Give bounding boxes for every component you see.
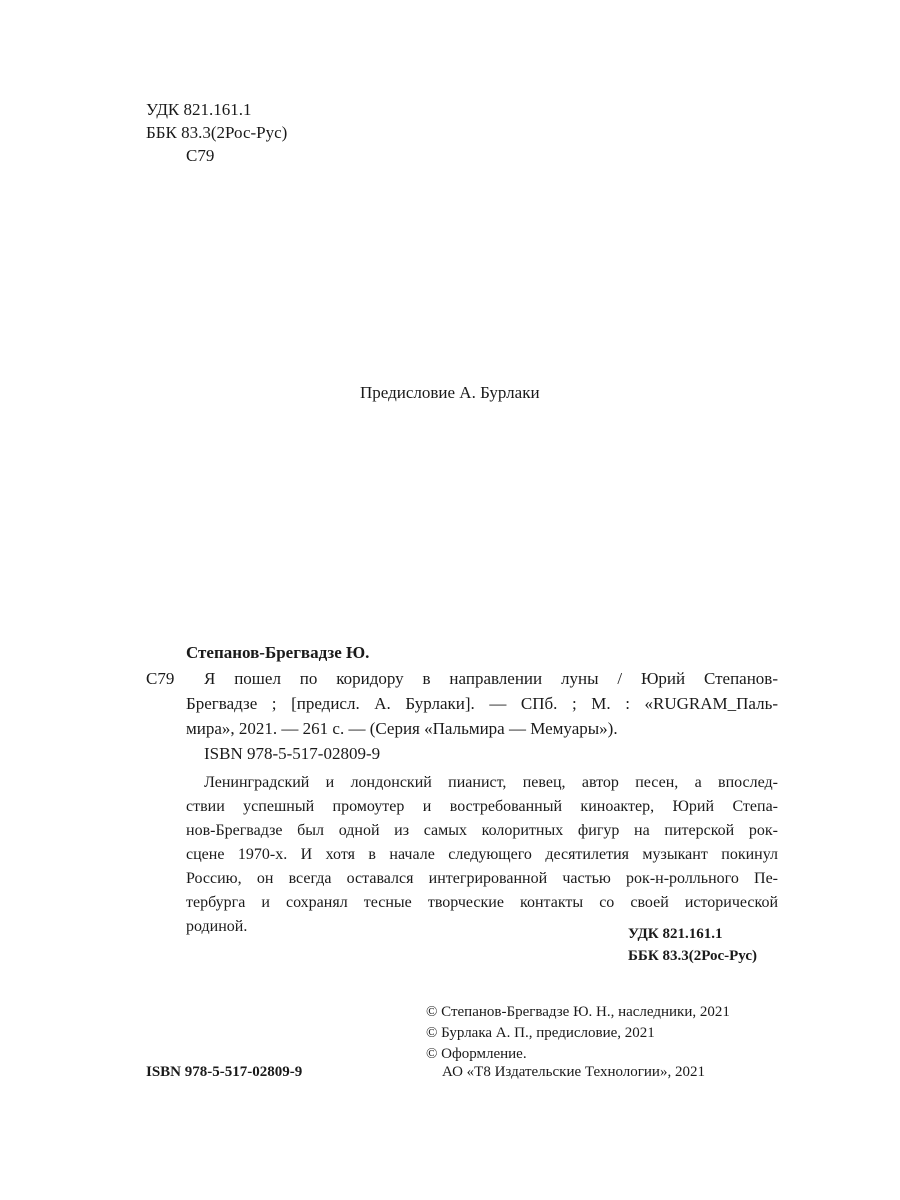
bib-line-1: Я пошел по коридору в направлении луны / Юрий Степанов- <box>204 669 778 688</box>
copyright-line-3: © Оформление. <box>426 1046 527 1062</box>
catalog-bbk: ББК 83.3(2Рос-Рус) <box>628 948 758 964</box>
catalog-author-mark: С79 <box>146 669 175 688</box>
catalog-udk: УДК 821.161.1 <box>628 926 723 942</box>
bib-line-3: мира», 2021. — 261 с. — (Серия «Пальмира — Мемуары»). <box>186 719 618 738</box>
annotation-line-3: нов-Брегвадзе был одной из самых колоритных фигур на питерской рок- <box>186 822 778 839</box>
top-udk: УДК 821.161.1 <box>146 100 252 119</box>
top-author-mark: С79 <box>186 146 215 165</box>
author-heading: Степанов-Брегвадзе Ю. <box>186 643 370 662</box>
copyright-line-2: © Бурлака А. П., предисловие, 2021 <box>426 1025 655 1041</box>
bib-line-2: Брегвадзе ; [предисл. А. Бурлаки]. — СПб. ; М. : «RUGRAM_Паль- <box>186 694 778 713</box>
annotation-line-4: сцене 1970-х. И хотя в начале следующего десятилетия музыкант покинул <box>186 846 778 863</box>
annotation-line-2: ствии успешный промоутер и востребованный киноактер, Юрий Степа- <box>186 798 778 815</box>
annotation-line-7: родиной. <box>186 918 248 935</box>
annotation-line-1: Ленинградский и лондонский пианист, певец, автор песен, а впослед- <box>204 774 778 791</box>
bottom-isbn: ISBN 978-5-517-02809-9 <box>146 1064 303 1080</box>
annotation-line-6: тербурга и сохранял тесные творческие контакты со своей исторической <box>186 894 778 911</box>
preface-note: Предисловие А. Бурлаки <box>360 383 540 402</box>
copyright-line-1: © Степанов-Брегвадзе Ю. Н., наследники, 2021 <box>426 1004 730 1020</box>
copyright-line-4: АО «Т8 Издательские Технологии», 2021 <box>442 1064 705 1080</box>
top-bbk: ББК 83.3(2Рос-Рус) <box>146 123 288 142</box>
catalog-isbn: ISBN 978-5-517-02809-9 <box>204 744 381 763</box>
annotation-line-5: Россию, он всегда оставался интегрированной частью рок-н-ролльного Пе- <box>186 870 778 887</box>
